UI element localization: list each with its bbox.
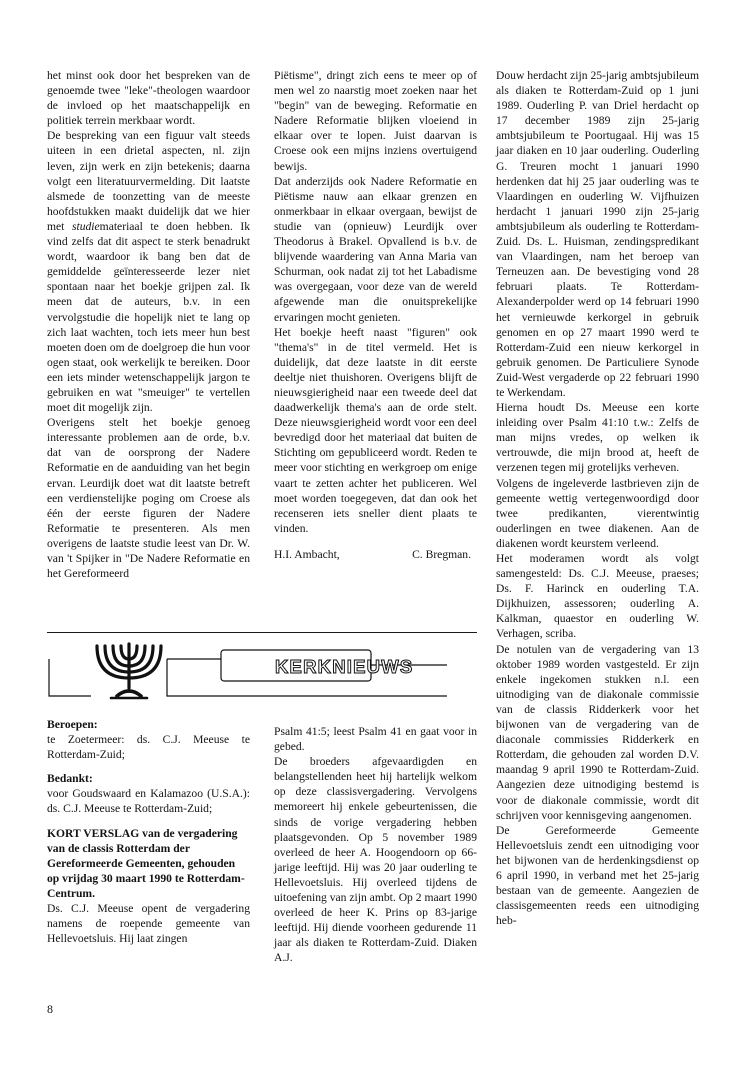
paragraph: Volgens de ingeleverde lastbrieven zijn de gemeente wettig vertegenwoordigd door twee predikanten, vierentwintig ouderlingen en twee diakenen. Aan de diakenen wordt keurstem verleend.: [496, 476, 699, 550]
beroepen-heading: Beroepen:: [47, 718, 98, 731]
kerknieuws-banner: [47, 640, 477, 702]
paragraph: het minst ook door het bespreken van de genoemde twee "leke"-theologen waardoor de invloed op het maatschappelijk en politiek terrein merkbaar wordt.: [47, 69, 250, 128]
section-divider: [47, 632, 477, 633]
news-column-1: [47, 717, 250, 946]
paragraph: Hierna houdt Ds. Meeuse een korte inleiding over Psalm 41:10 t.w.: Zelfs de man mijns vredes, op welken ik vertrouwde, die mijn brood at, heeft de verzenen tegen mij grotelijks verheven.: [496, 401, 699, 475]
paragraph: De notulen van de vergadering van 13 oktober 1989 worden vastgesteld. Er zijn enkele ingekomen stukken n.l. een uitnodiging van de diakonale commissie van de classis Ridderkerk voor het bijwonen van de vergadering van de diaconale commissies Ridderkerk en Rotterdam, die gehouden zal worden D.V. maandag 9 april 1990 te Rotterdam-Zuid. Aangezien deze uitnodiging bestemd is voor de diakonale commissie, wordt dit schrijven voor kennisgeving aangenomen.: [496, 642, 699, 822]
paragraph: Ds. C.J. Meeuse opent de vergadering namens de roepende gemeente van Hellevoetsluis. Hij laat zingen: [47, 902, 250, 946]
paragraph: Dat anderzijds ook Nadere Reformatie en Piëtisme nauw aan elkaar grenzen en onmerkbaar in elkaar overgaan, bewijst de studie van (opnieuw) Leurdijk over Theodorus à Brakel. Opvallend is b.v. de blijvende waardering van Anna Maria van Schurman, ook nadat zij tot het Labadisme was overgegaan, voor deze van de wereld afgewende man die onuitsprekelijke ervaringen mocht genieten.: [274, 174, 477, 324]
bedankt-heading: Bedankt:: [47, 772, 93, 786]
paragraph: Overigens stelt het boekje genoeg interessante problemen aan de orde, b.v. dat van de oorsprong der Nadere Reformatie en de aanduiding van het begin ervan. Leurdijk doet wat dit laatste betreft een verdienstelijke poging om Croese als één der eerste figuren der Nadere Reformatie te presenteren. Als men overigens de laatste studie leest van Dr. W. van 't Spijker in "De Nadere Reformatie en het Gereformeerd: [47, 416, 250, 581]
article-column-1: [47, 68, 250, 581]
signature-author: C. Bregman.: [412, 547, 471, 561]
paragraph: De Gereformeerde Gemeente Hellevoetsluis zendt een uitnodiging voor het bijwonen van de herdenkingsdienst op 6 april 1990, in verband met het 25-jarig bestaan van de gemeente. Aangezien de classisgemeenten reeds een uitnodiging heb-: [496, 823, 699, 928]
page-number: 8: [47, 1002, 53, 1016]
paragraph: De broeders afgevaardigden en belangstellenden heet hij hartelijk welkom op deze classisvergadering. Vervolgens memoreert hij enkele gebeurtenissen, die sinds de vorige vergadering hebben plaatsgevonden. Op 5 november 1989 overleed de heer A. Hoogendoorn op 66-jarige leeftijd. Hij was 20 jaar ouderling te Hellevoetsluis. Hij overleed tijdens de uitoefening van zijn ambt. Op 2 maart 1990 overleed de heer K. Prins op 83-jarige leeftijd. Hij diende voorheen gedurende 11 jaar als diaken te Rotterdam-Zuid. Diaken A.J.: [274, 755, 477, 965]
paragraph: De bespreking van een figuur valt steeds uiteen in een drietal aspecten, nl. zijn leven, zijn werk en zijn betekenis; daarna volgt een literatuurvermelding. Dit laatste alsmede de toonzetting van de meeste hoofdstukken maakt duidelijk dat we hier met studiemateriaal te doen hebben. Ik vind zelfs dat dit aspect te sterk benadrukt wordt, waardoor ik bang ben dat de gemiddelde geïnteresseerde lezer niet spontaan naar het boekje grijpen zal. Ik meen dat de auteurs, b.v. in een vervolgstudie die hopelijk niet te lang op zich laat wachten, toch iets meer hun best moeten doen om de doelgroep die hun voor ogen staat, ook werkelijk te bereiken. Door een iets minder wetenschappelijk jargon te gebruiken en wat "smeuiger" te vertellen moet dit mogelijk zijn.: [47, 129, 250, 415]
banner-title: KERKNIEUWS: [275, 656, 414, 677]
paragraph: Psalm 41:5; leest Psalm 41 en gaat voor in gebed.: [274, 725, 477, 754]
verslag-heading: KORT VERSLAG van de vergadering van de classis Rotterdam der Gereformeerde Gemeenten, gehouden op vrijdag 30 maart 1990 te Rotterdam-Centrum.: [47, 826, 245, 900]
news-column-2: [274, 724, 477, 966]
paragraph: te Zoetermeer: ds. C.J. Meeuse te Rotterdam-Zuid;: [47, 733, 250, 762]
paragraph: voor Goudswaard en Kalamazoo (U.S.A.): ds. C.J. Meeuse te Rotterdam-Zuid;: [47, 787, 250, 816]
article-column-2: [274, 68, 477, 562]
paragraph: Het boekje heeft naast "figuren" ook "thema's" in de titel vermeld. Het is duidelijk, dat deze laatste in dit eerste deeltje niet thuishoren. Overigens blijft de nieuwsgierigheid naar een tweede deel dat daadwerkelijk thema's aan de orde stelt. Deze nieuwsgierigheid wordt voor een deel bevredigd door het materiaal dat buiten de Stichting om gepubliceerd wordt. Reden te meer voor stichting en werkgroep om enige vaart te zetten achter het publiceren. Wel moet worden toegegeven, dat dan ook het recenseren iets sneller dient plaats te vinden.: [274, 325, 477, 535]
paragraph: Piëtisme", dringt zich eens te meer op of men wel zo naarstig moet zoeken naar het "begin" van de beweging. Reformatie en Nadere Reformatie blijken vloeiend in elkaar over te lopen. Juist daarvan is Croese ook een mijns inziens overtuigend bewijs.: [274, 69, 477, 173]
news-column-3: [496, 68, 699, 928]
signature-place: H.I. Ambacht,: [274, 547, 340, 561]
menorah-icon: [97, 644, 161, 698]
paragraph: Douw herdacht zijn 25-jarig ambtsjubileum als diaken te Rotterdam-Zuid op 1 juni 1989. Ouderling P. van Driel herdacht op 17 december 1989 zijn 25-jarig ambtsjubileum te Poortugaal. Hij was 15 jaar diaken en 10 jaar ouderling. Ouderling G. Treuren mocht 1 januari 1990 herdenken dat hij 25 jaar ouderling was te Vlaardingen en ouderling W. Vijfhuizen herdacht 1 januari 1990 zijn 25-jarig ambtsjubileum als ouderling te Rotterdam-Zuid. Ds. L. Huisman, zendingspredikant van Vlaardingen, nam het beroep van Terneuzen aan. De bevestiging vond 28 februari plaats. Te Rotterdam-Alexanderpolder werd op 14 februari 1990 het vernieuwde kerkorgel in gebruik genomen en op 27 maart 1990 werd te Rotterdam-Zuid een nieuw kerkorgel in gebruik genomen. De Particuliere Synode Zuid-West vergaderde op 22 februari 1990 te Werkendam.: [496, 69, 699, 399]
paragraph: Het moderamen wordt als volgt samengesteld: Ds. C.J. Meeuse, praeses; Ds. F. Harinck en ouderling T.A. Dijkhuizen, assessoren; ouderling A. Kalkman, quaestor en ouderling W. Verhagen, scriba.: [496, 552, 699, 641]
article-signature: [274, 547, 477, 562]
